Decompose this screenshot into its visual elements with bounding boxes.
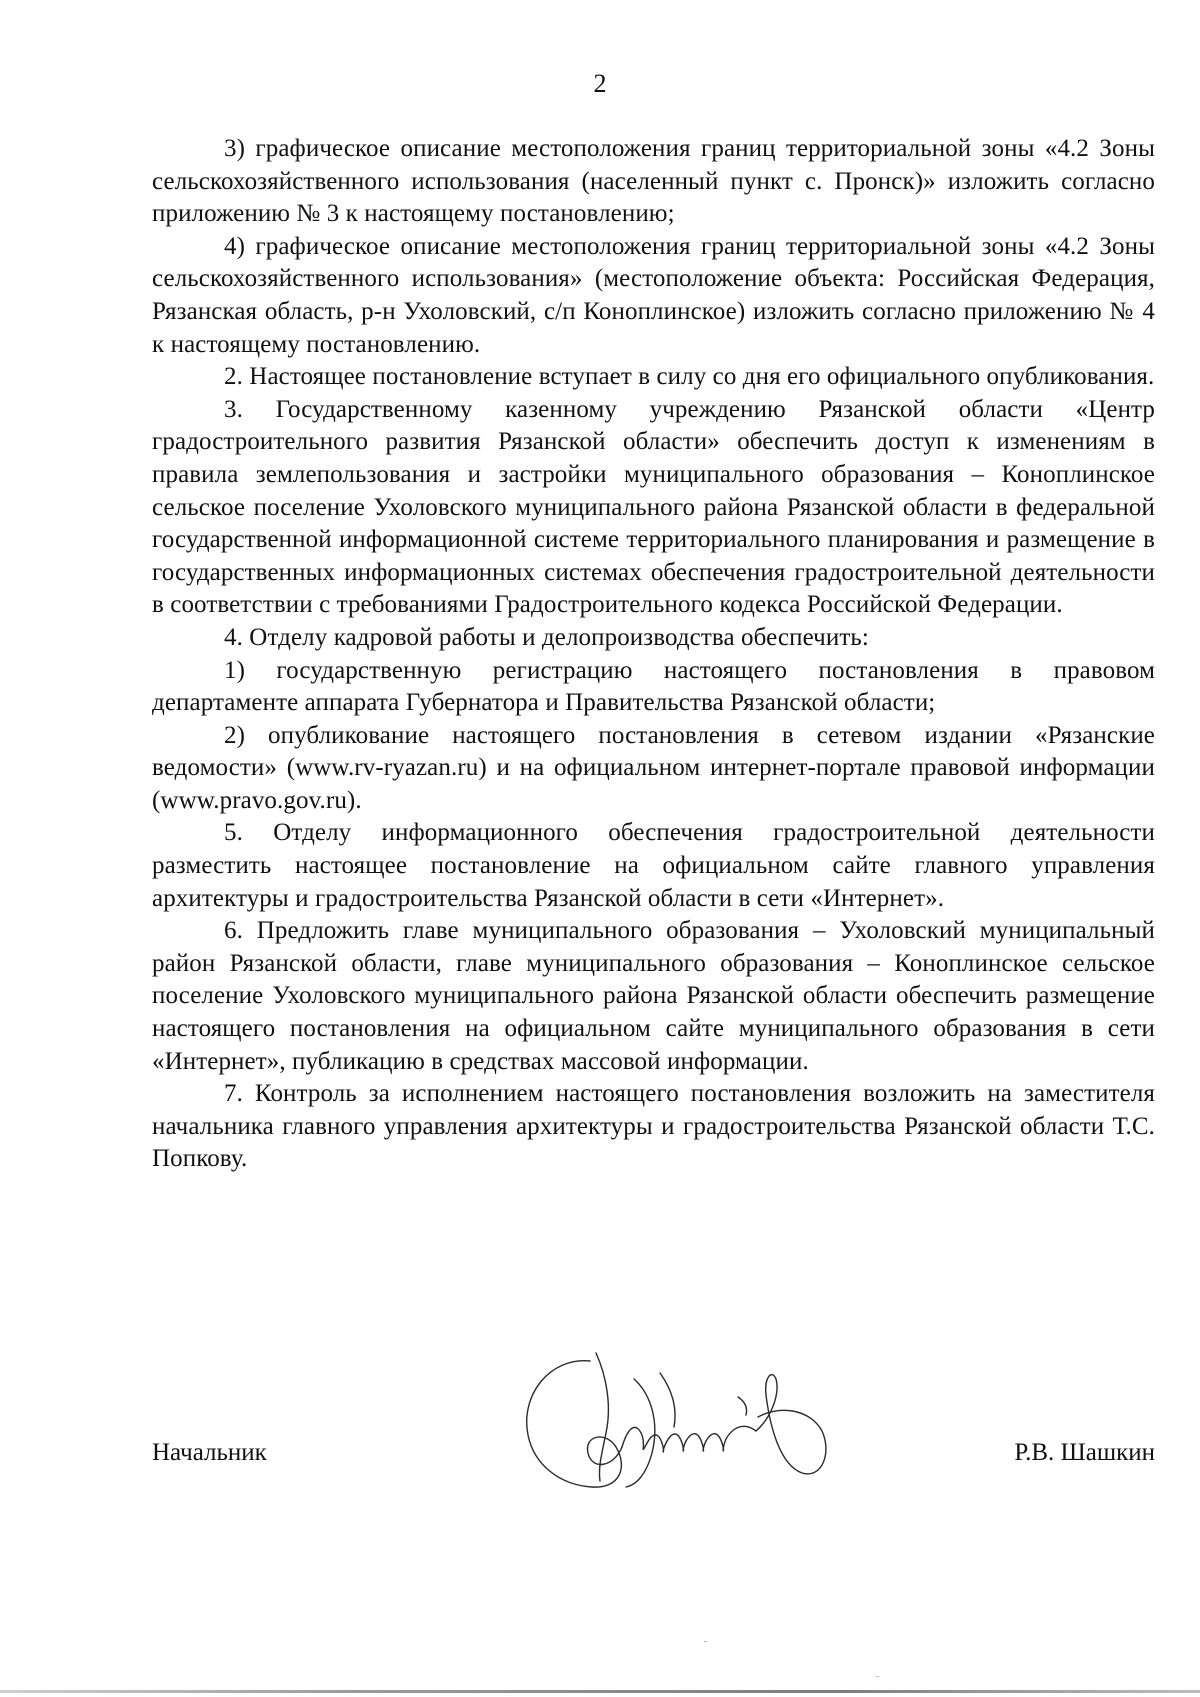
document-body — [152, 133, 1155, 1176]
signatory-name: Р.В. Шашкин — [1014, 1439, 1155, 1466]
paragraph-clause-2: 2. Настоящее постановление вступает в силу со дня его официального опубликования. — [224, 363, 1155, 391]
paragraph-item-4: 4) графическое описание местоположения границ территориальной зоны «4.2 Зоны сельскохозяйственного использования» (местоположение объекта: Российская Федерация, Рязанская область, р-н Ухоловский, с/п Коноплинское) изложить согласно приложению № 4 к настоящему постановлению. — [152, 232, 1155, 358]
paragraph-clause-6: 6. Предложить главе муниципального образования – Ухоловский муниципальный район Рязанской области, главе муниципального образования – Коноплинское сельское поселение Ухоловского муниципального района Рязанской области обеспечить размещение настоящего постановления на официальном сайте муниципального образования в сети «Интернет», публикацию в средствах массовой информации. — [152, 917, 1155, 1075]
paragraph-clause-4-item-2: 2) опубликование настоящего постановления в сетевом издании «Рязанские ведомости» (www.rv-ryazan.ru) и на официальном интернет-портале правовой информации (www.pravo.gov.ru). — [152, 721, 1155, 814]
paragraph-clause-4: 4. Отделу кадровой работы и делопроизводства обеспечить: — [224, 623, 869, 651]
paragraph-clause-7: 7. Контроль за исполнением настоящего постановления возложить на заместителя начальника главного управления архитектуры и градостроительства Рязанской области Т.С. Попкову. — [152, 1080, 1155, 1173]
paragraph-clause-5: 5. Отделу информационного обеспечения градостроительной деятельности разместить настоящее постановление на официальном сайте главного управления архитектуры и градостроительства Рязанской области в сети «Интернет». — [152, 819, 1155, 912]
scan-speck — [876, 1676, 879, 1677]
paragraph-clause-3: 3. Государственному казенному учреждению Рязанской области «Центр градостроительного развития Рязанской области» обеспечить доступ к изменениям в правила землепользования и застройки муниципального образования – Коноплинское сельское поселение Ухоловского муниципального района Рязанской области в федеральной государственной информационной системе территориального планирования и размещение в государственных информационных системах обеспечения градостроительной деятельности в соответствии с требованиями Градостроительного кодекса Российской Федерации. — [152, 395, 1155, 619]
paragraph-item-3: 3) графическое описание местоположения границ территориальной зоны «4.2 Зоны сельскохозяйственного использования (населенный пункт с. Пронск)» изложить согласно приложению № 3 к настоящему постановлению; — [152, 135, 1155, 228]
handwritten-signature-icon — [510, 1335, 850, 1515]
signatory-position: Начальник — [152, 1439, 267, 1466]
scan-speck — [704, 1641, 707, 1642]
page-bottom-edge — [0, 1690, 1200, 1693]
page-number: 2 — [593, 69, 607, 98]
paragraph-clause-4-item-1: 1) государственную регистрацию настоящего постановления в правовом департаменте аппарата Губернатора и Правительства Рязанской области; — [152, 656, 1155, 717]
